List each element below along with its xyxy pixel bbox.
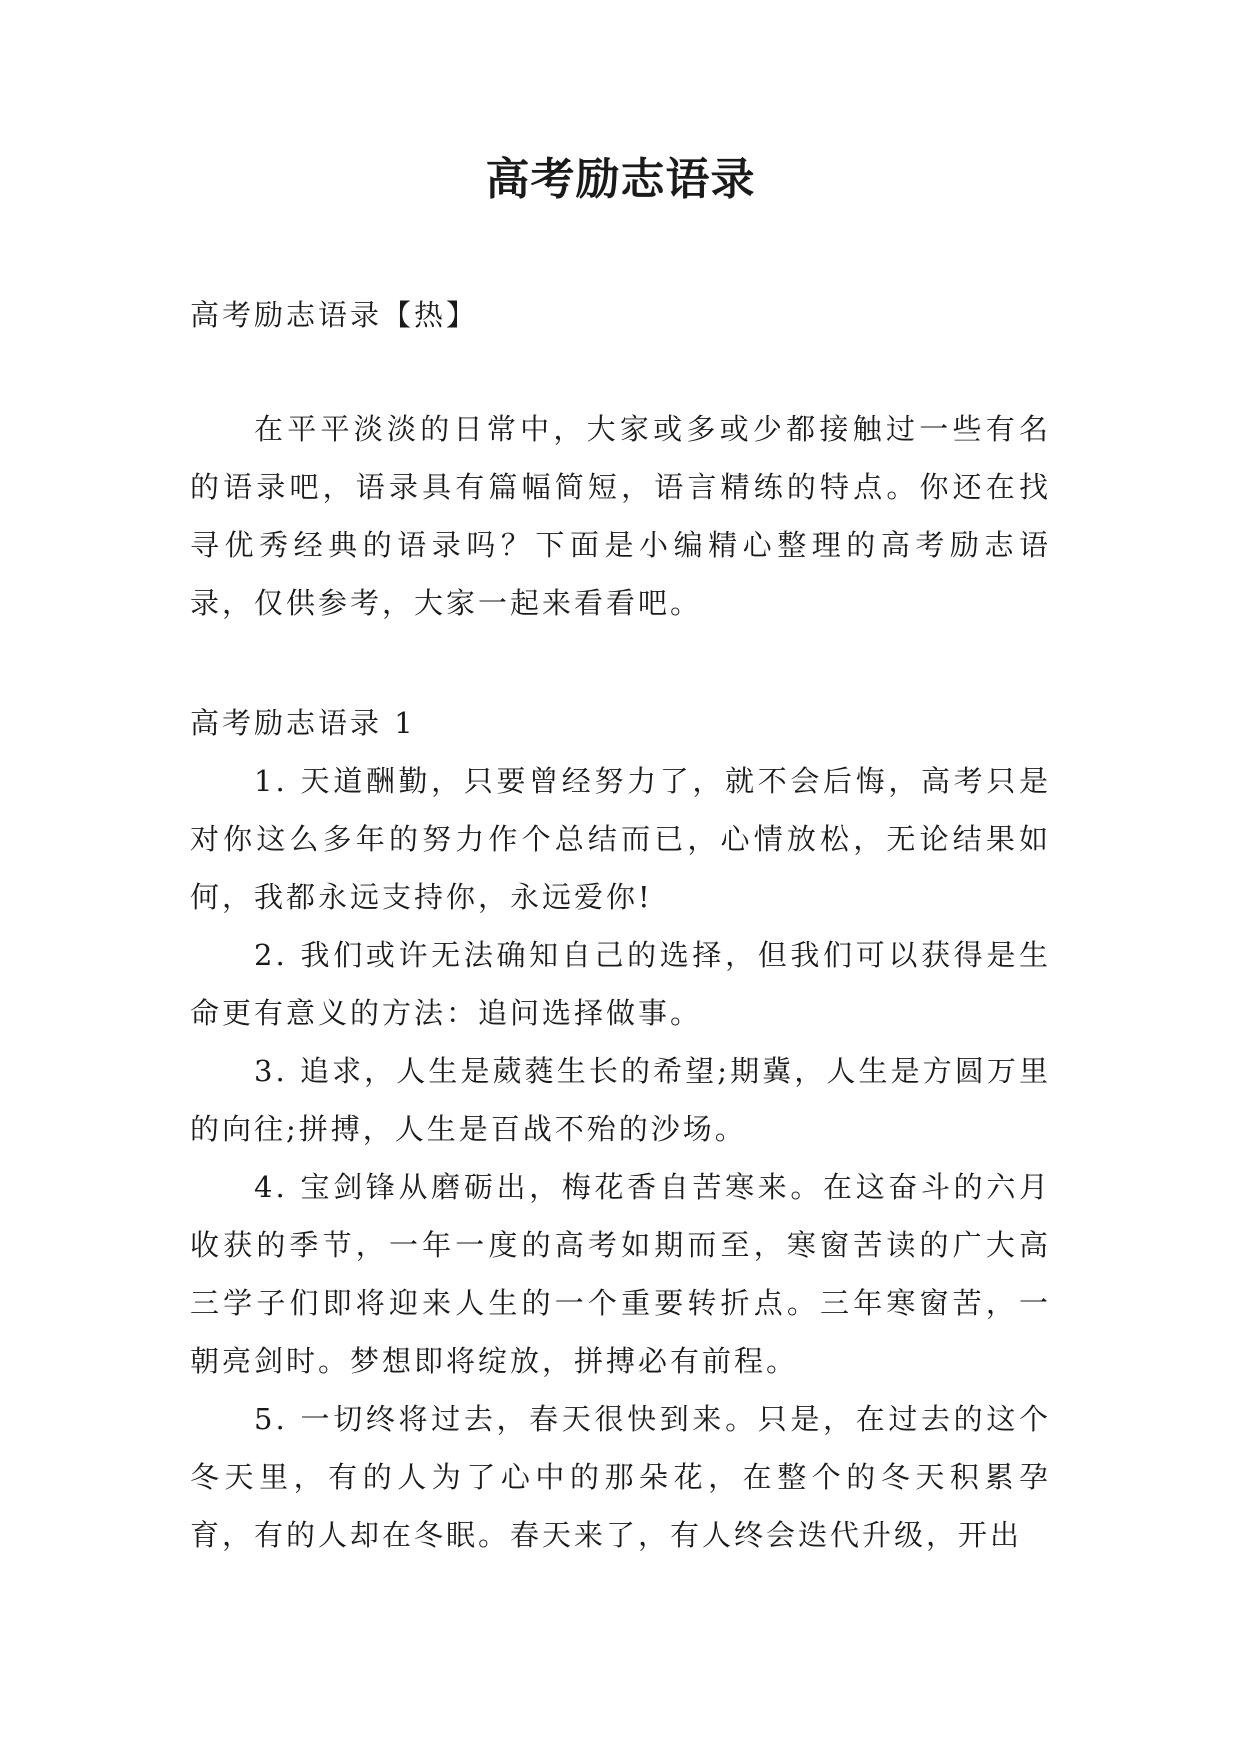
quote-item-1: 1. 天道酬勤，只要曾经努力了，就不会后悔，高考只是对你这么多年的努力作个总结而已，心情放松，无论结果如何，我都永远支持你，永远爱你!	[190, 764, 1051, 914]
intro-paragraph: 在平平淡淡的日常中，大家或多或少都接触过一些有名的语录吧，语录具有篇幅简短，语言精练的特点。你还在找寻优秀经典的语录吗？下面是小编精心整理的高考励志语录，仅供参考，大家一起来看看吧。	[190, 412, 1051, 620]
document-subtitle: 高考励志语录【热】	[190, 298, 479, 332]
quote-item-5: 5. 一切终将过去，春天很快到来。只是，在过去的这个冬天里，有的人为了心中的那朵花，在整个的冬天积累孕育，有的人却在冬眠。春天来了，有人终会迭代升级，开出	[190, 1402, 1051, 1552]
quote-item-2: 2. 我们或许无法确知自己的选择，但我们可以获得是生命更有意义的方法：追问选择做事。	[190, 938, 1051, 1030]
section-heading: 高考励志语录 1	[190, 706, 416, 740]
quote-item-4: 4. 宝剑锋从磨砺出，梅花香自苦寒来。在这奋斗的六月收获的季节，一年一度的高考如期而至，寒窗苦读的广大高三学子们即将迎来人生的一个重要转折点。三年寒窗苦，一朝亮剑时。梦想即将绽放，拼搏必有前程。	[190, 1170, 1051, 1378]
document-title: 高考励志语录	[485, 154, 756, 205]
quote-item-3: 3. 追求，人生是葳蕤生长的希望;期冀，人生是方圆万里的向往;拼搏，人生是百战不殆的沙场。	[190, 1054, 1051, 1146]
quote-list	[190, 752, 1051, 1564]
